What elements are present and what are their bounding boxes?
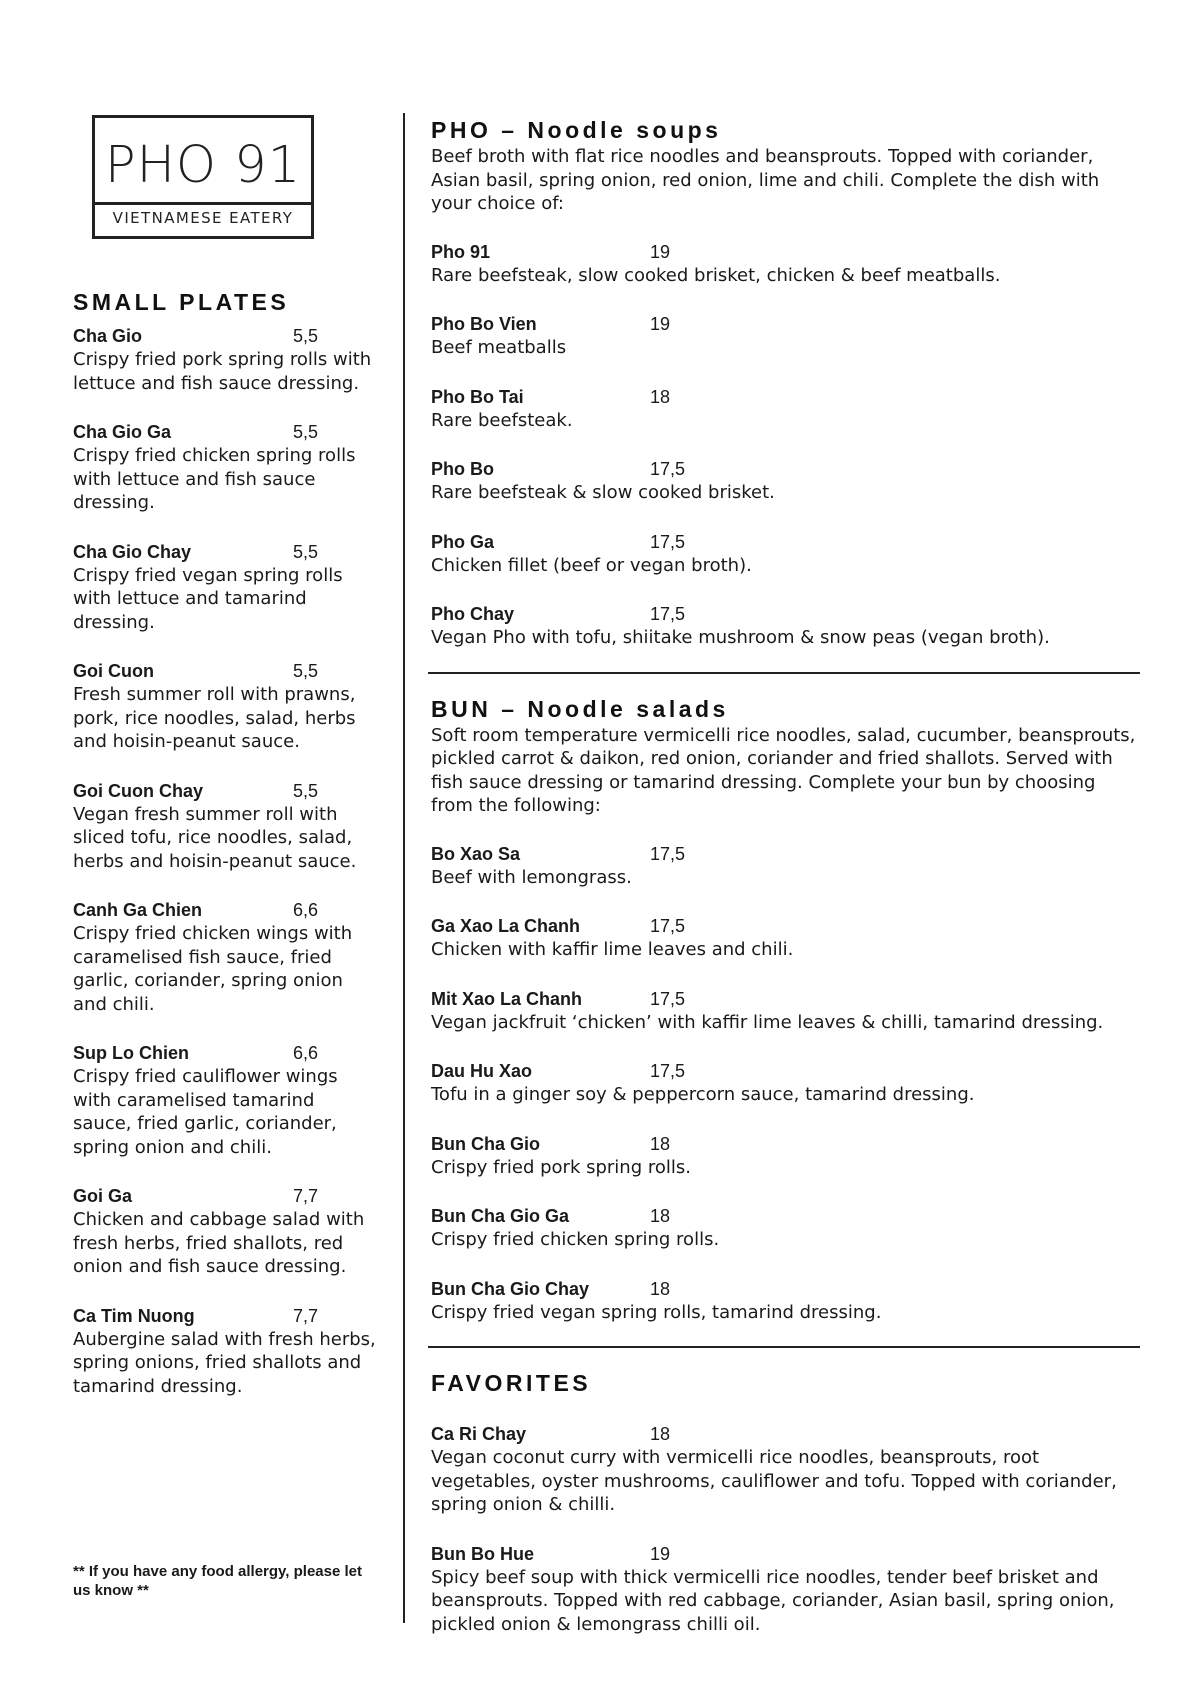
item-description: Beef with lemongrass. xyxy=(431,866,632,888)
menu-item xyxy=(431,603,1141,650)
section-divider xyxy=(428,672,1140,674)
item-name: Ca Ri Chay xyxy=(431,1424,527,1444)
menu-item xyxy=(431,313,1141,360)
item-price: 6,6 xyxy=(293,900,319,920)
menu-item xyxy=(431,531,1141,578)
menu-item xyxy=(73,541,378,635)
item-price: 17,5 xyxy=(650,1061,686,1081)
item-description: Spicy beef soup with thick vermicelli rice noodles, tender beef brisket and beansprouts. Topped with red cabbage, coriander, Asian basil, spring onion, pickled onion & lemongrass chilli oil. xyxy=(431,1566,1115,1635)
item-description: Chicken with kaffir lime leaves and chili. xyxy=(431,939,794,960)
menu-item xyxy=(431,915,1141,962)
item-name: Pho Chay xyxy=(431,604,515,624)
item-price: 17,5 xyxy=(650,843,686,864)
item-price: 19 xyxy=(650,314,671,334)
section-description: Soft room temperature vermicelli rice noodles, salad, cucumber, beansprouts, pickled carrot & daikon, red onion, coriander and fried shallots. Served with fish sauce dressing or tamarind dressing. Complete your bun by choosing from the following: xyxy=(431,724,1136,816)
item-description: Crispy fried pork spring rolls. xyxy=(431,1156,691,1178)
item-name: Ca Tim Nuong xyxy=(73,1305,195,1326)
menu-item xyxy=(431,241,1141,288)
item-price: 7,7 xyxy=(293,1186,319,1206)
item-description: Vegan coconut curry with vermicelli rice noodles, beansprouts, root vegetables, oyster mushrooms, cauliflower and tofu. Topped with coriander, spring onion & chilli. xyxy=(431,1447,1117,1515)
menu-item xyxy=(431,386,1141,433)
menu-item xyxy=(73,660,378,754)
item-name: Mit Xao La Chanh xyxy=(431,988,583,1009)
main-menu-column xyxy=(431,115,1141,1636)
item-description: Crispy fried pork spring rolls with lettuce and fish sauce dressing. xyxy=(73,349,372,394)
item-price: 17,5 xyxy=(650,531,686,552)
menu-item xyxy=(431,1278,1141,1325)
item-name: Goi Cuon xyxy=(73,661,154,681)
item-price: 5,5 xyxy=(293,422,319,442)
item-description: Crispy fried vegan spring rolls, tamarind dressing. xyxy=(431,1301,882,1323)
item-description: Crispy fried vegan spring rolls with lettuce and tamarind dressing. xyxy=(73,564,343,633)
menu-item xyxy=(73,1185,378,1279)
item-name: Pho 91 xyxy=(431,241,491,262)
item-price: 18 xyxy=(650,386,671,407)
menu-item xyxy=(73,1305,378,1399)
section-description: Beef broth with flat rice noodles and beansprouts. Topped with coriander, Asian basil, spring onion, red onion, lime and chili. Complete the dish with your choice of: xyxy=(431,146,1100,214)
item-name: Ga Xao La Chanh xyxy=(431,916,581,936)
item-description: Rare beefsteak. xyxy=(431,409,573,431)
item-description: Beef meatballs xyxy=(431,337,567,358)
item-description: Crispy fried chicken spring rolls with lettuce and fish sauce dressing. xyxy=(73,445,356,513)
menu-item xyxy=(431,843,1141,890)
item-name: Pho Ga xyxy=(431,531,495,552)
item-name: Cha Gio xyxy=(73,326,143,346)
item-price: 5,5 xyxy=(293,780,319,801)
item-name: Canh Ga Chien xyxy=(73,900,203,920)
menu-item xyxy=(431,458,1141,505)
column-divider xyxy=(403,113,405,1623)
logo-name: PHO 91 xyxy=(104,136,302,195)
logo-divider xyxy=(95,202,311,205)
item-price: 5,5 xyxy=(293,661,319,681)
menu-item xyxy=(431,1543,1141,1637)
item-name: Pho Bo xyxy=(431,459,494,479)
item-name: Bun Cha Gio Ga xyxy=(431,1206,570,1226)
item-description: Tofu in a ginger soy & peppercorn sauce, tamarind dressing. xyxy=(431,1084,975,1105)
menu-item xyxy=(73,421,378,515)
item-name: Bun Bo Hue xyxy=(431,1543,534,1564)
menu-item xyxy=(431,1133,1141,1180)
item-name: Goi Ga xyxy=(73,1186,133,1206)
item-description: Vegan jackfruit ‘chicken’ with kaffir lime leaves & chilli, tamarind dressing. xyxy=(431,1011,1104,1033)
item-description: Vegan Pho with tofu, shiitake mushroom & snow peas (vegan broth). xyxy=(431,627,1050,648)
section-title: SMALL PLATES xyxy=(73,289,290,315)
item-description: Crispy fried cauliflower wings with caramelised tamarind sauce, fried garlic, coriander, spring onion and chili. xyxy=(73,1066,338,1158)
item-description: Chicken fillet (beef or vegan broth). xyxy=(431,554,752,576)
item-description: Chicken and cabbage salad with fresh herbs, fried shallots, red onion and fish sauce dressing. xyxy=(73,1209,365,1277)
item-price: 18 xyxy=(650,1206,671,1226)
item-price: 6,6 xyxy=(293,1043,319,1063)
item-name: Bun Cha Gio Chay xyxy=(431,1278,590,1299)
item-price: 19 xyxy=(650,241,671,262)
item-price: 17,5 xyxy=(650,459,686,479)
item-price: 17,5 xyxy=(650,916,686,936)
menu-item xyxy=(73,325,378,395)
item-description: Crispy fried chicken wings with caramelised fish sauce, fried garlic, coriander, spring onion and chili. xyxy=(73,923,353,1015)
menu-item xyxy=(73,780,378,874)
allergy-note: ** If you have any food allergy, please let us know ** xyxy=(73,1563,362,1599)
item-price: 5,5 xyxy=(293,326,319,346)
item-description: Fresh summer roll with prawns, pork, rice noodles, salad, herbs and hoisin-peanut sauce. xyxy=(73,684,356,752)
item-name: Cha Gio Ga xyxy=(73,422,172,442)
favorites-section xyxy=(431,1368,1141,1636)
item-name: Dau Hu Xao xyxy=(431,1061,533,1081)
section-title: FAVORITES xyxy=(431,1370,592,1396)
item-description: Vegan fresh summer roll with sliced tofu, rice noodles, salad, herbs and hoisin-peanut sauce. xyxy=(73,803,357,872)
menu-item xyxy=(73,1042,378,1159)
item-price: 19 xyxy=(650,1543,671,1564)
item-description: Rare beefsteak, slow cooked brisket, chicken & beef meatballs. xyxy=(431,264,1001,286)
menu-item xyxy=(73,899,378,1016)
item-price: 18 xyxy=(650,1424,671,1444)
pho-section xyxy=(431,115,1141,650)
menu-item xyxy=(431,988,1141,1035)
restaurant-logo xyxy=(92,115,314,239)
menu-item xyxy=(431,1423,1141,1517)
item-name: Pho Bo Vien xyxy=(431,314,537,334)
item-description: Rare beefsteak & slow cooked brisket. xyxy=(431,482,775,503)
item-price: 17,5 xyxy=(650,988,686,1009)
item-name: Bun Cha Gio xyxy=(431,1133,540,1154)
item-name: Cha Gio Chay xyxy=(73,541,192,562)
bun-section xyxy=(431,694,1141,1325)
menu-item xyxy=(431,1205,1141,1252)
menu-item xyxy=(431,1060,1141,1107)
item-description: Aubergine salad with fresh herbs, spring onions, fried shallots and tamarind dressing. xyxy=(73,1328,376,1397)
item-price: 18 xyxy=(650,1278,671,1299)
small-plates-section xyxy=(73,287,378,1398)
item-name: Bo Xao Sa xyxy=(431,843,521,864)
logo-tagline: VIETNAMESE EATERY xyxy=(112,209,294,227)
item-name: Goi Cuon Chay xyxy=(73,780,203,801)
section-title: PHO – Noodle soups xyxy=(431,117,722,143)
item-price: 18 xyxy=(650,1133,671,1154)
section-divider xyxy=(428,1346,1140,1348)
item-price: 7,7 xyxy=(293,1305,319,1326)
item-price: 5,5 xyxy=(293,541,319,562)
section-title: BUN – Noodle salads xyxy=(431,695,729,722)
item-name: Pho Bo Tai xyxy=(431,386,524,407)
item-name: Sup Lo Chien xyxy=(73,1043,189,1063)
item-description: Crispy fried chicken spring rolls. xyxy=(431,1229,720,1250)
item-price: 17,5 xyxy=(650,604,686,624)
